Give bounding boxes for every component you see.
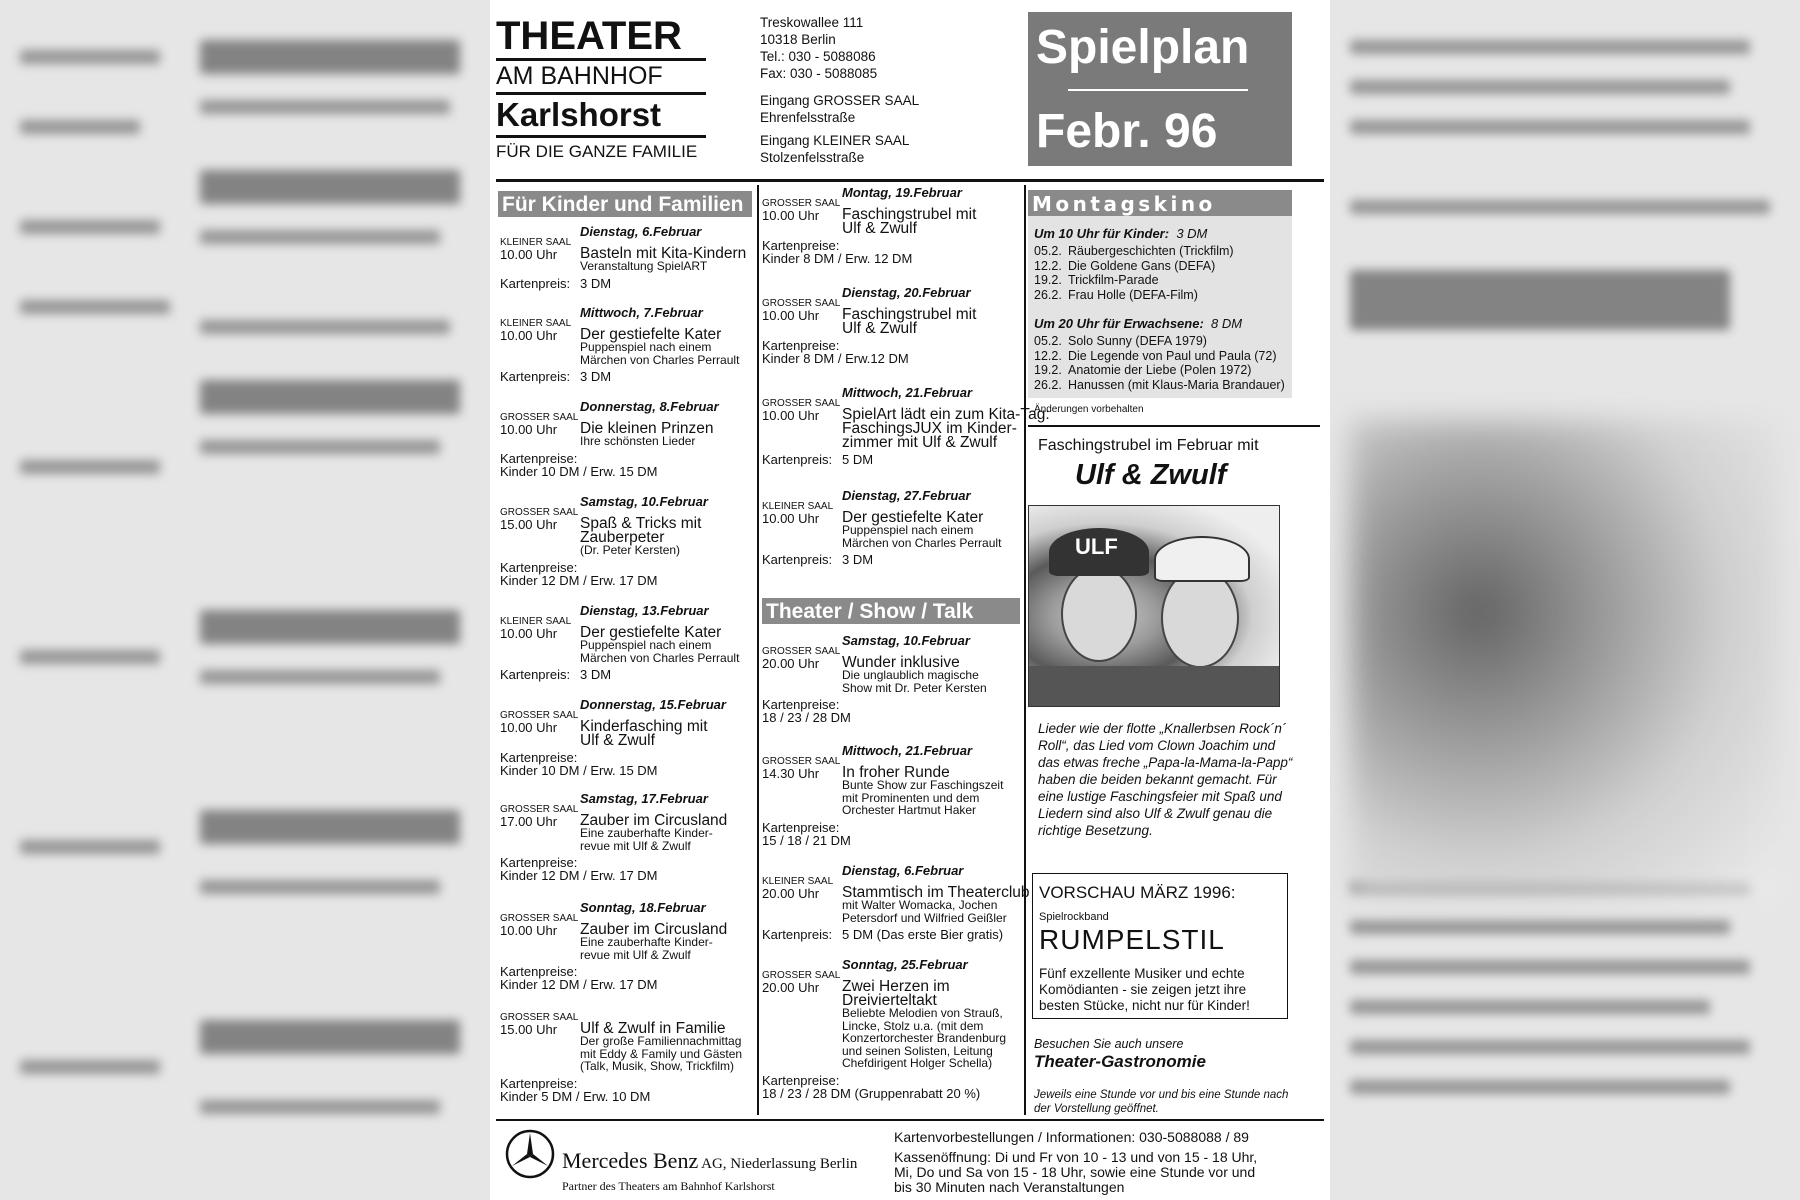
kids-event-day: Dienstag, 13.Februar: [580, 603, 709, 618]
theater-event-price-label: Kartenpreise:: [762, 819, 840, 835]
mid-event-price: 5 DM: [842, 452, 874, 467]
mid-event-price: Kinder 8 DM / Erw. 12 DM: [762, 251, 913, 266]
mid-event-title: Faschingstrubel mit: [842, 206, 977, 223]
kids-event-subtitle: Der große Familiennachmittag: [580, 1034, 742, 1048]
kids-event-price-label: Kartenpreis:: [500, 369, 571, 384]
kids-event-time: 10.00 Uhr: [500, 247, 558, 262]
kids-event-subtitle: (Talk, Musik, Show, Trickfilm): [580, 1059, 735, 1073]
kids-event-day: Donnerstag, 15.Februar: [580, 697, 726, 712]
kids-event-hall: GROSSER SAAL: [500, 913, 579, 924]
entrance-small-street: Stolzenfelsstraße: [760, 150, 865, 165]
theater-event-subtitle: Beliebte Melodien von Strauß,: [842, 1006, 1003, 1020]
kids-event-title: Zauber im Circusland: [580, 921, 728, 938]
mid-event-hall: GROSSER SAAL: [762, 198, 841, 209]
kids-event-title: Zauberpeter: [580, 529, 665, 546]
kids-event-price-label: Kartenpreise:: [500, 1075, 578, 1091]
theater-event-time: 20.00 Uhr: [762, 886, 820, 901]
kids-event-day: Donnerstag, 8.Februar: [580, 399, 719, 414]
kids-event-price: Kinder 12 DM / Erw. 17 DM: [500, 572, 658, 588]
kino-adults-item-date: 05.2.: [1034, 334, 1062, 348]
theater-event-subtitle: Petersdorf und Wilfried Geißler: [842, 910, 1007, 925]
theater-event-price-label: Kartenpreis:: [762, 927, 833, 942]
mid-event-price-label: Kartenpreise:: [762, 338, 840, 353]
sponsor-branch: AG, Niederlassung Berlin: [698, 1156, 858, 1172]
mid-event-day: Montag, 19.Februar: [842, 185, 962, 200]
kids-event-title: Spaß & Tricks mit: [580, 515, 702, 532]
photo-clothing: [1029, 666, 1279, 706]
gastro-note: Jeweils eine Stunde vor und bis eine Stunde nach der Vorstellung geöffnet.: [1034, 1089, 1289, 1115]
column-rule-2: [1024, 185, 1026, 1115]
entrance-small-hall: Eingang KLEINER SAAL: [760, 133, 910, 148]
face-right: [1161, 568, 1239, 668]
spielplan-title: Spielplan: [1036, 21, 1250, 74]
kino-adults-header-text: Um 20 Uhr für Erwachsene:: [1034, 316, 1204, 331]
kino-note: Änderungen vorbehalten: [1034, 404, 1144, 415]
kids-event-title: Der gestiefelte Kater: [580, 326, 722, 343]
program-page: [490, 0, 1330, 1200]
entrance-big-hall: Eingang GROSSER SAAL: [760, 93, 920, 108]
theater-event-day: Samstag, 10.Februar: [842, 633, 970, 648]
kids-event-price: Kinder 10 DM / Erw. 15 DM: [500, 463, 658, 479]
kids-event-time: 10.00 Uhr: [500, 422, 558, 437]
mid-event-hall: GROSSER SAAL: [762, 398, 841, 409]
kids-event-time: 10.00 Uhr: [500, 720, 558, 735]
sponsor-line: [562, 1150, 857, 1172]
theater-event-time: 14.30 Uhr: [762, 766, 820, 781]
kids-event-hall: GROSSER SAAL: [500, 1012, 579, 1023]
kids-event-title: Kinderfasching mit: [580, 718, 708, 735]
kids-event-hall: GROSSER SAAL: [500, 710, 579, 721]
mid-event-hall: GROSSER SAAL: [762, 298, 841, 309]
kids-event-hall: KLEINER SAAL: [500, 616, 572, 627]
theater-event-time: 20.00 Uhr: [762, 980, 820, 995]
kino-kids-item-title: Die Goldene Gans (DEFA): [1068, 258, 1216, 273]
kino-adults-item-title: Solo Sunny (DEFA 1979): [1068, 334, 1207, 348]
kino-heading: Montagskino: [1028, 190, 1292, 216]
mid-event-subtitle: Märchen von Charles Perrault: [842, 535, 1002, 550]
mid-event-title: Faschingstrubel mit: [842, 306, 977, 323]
kids-event-subtitle: Puppenspiel nach einem: [580, 340, 712, 354]
mid-event-subtitle: Puppenspiel nach einem: [842, 523, 974, 537]
kids-event-hall: KLEINER SAAL: [500, 237, 572, 248]
spielplan-month: Febr. 96: [1036, 105, 1218, 158]
face-left: [1061, 566, 1137, 662]
kids-event-price: 3 DM: [580, 275, 612, 291]
kino-adults-item-title: Die Legende von Paul und Paula (72): [1068, 348, 1277, 363]
mid-event-time: 10.00 Uhr: [762, 208, 820, 223]
theater-event-hall: GROSSER SAAL: [762, 646, 841, 657]
kids-event-hall: GROSSER SAAL: [500, 412, 579, 423]
mid-event-price: Kinder 8 DM / Erw.12 DM: [762, 351, 909, 366]
theater-event-subtitle: Chefdirigent Holger Schella): [842, 1056, 993, 1070]
kino-kids-header-text: Um 10 Uhr für Kinder:: [1034, 226, 1170, 241]
kids-event-subtitle: Veranstaltung SpielART: [580, 259, 708, 273]
kids-event-subtitle: Ihre schönsten Lieder: [580, 434, 696, 448]
theater-event-subtitle: Bunte Show zur Faschingszeit: [842, 778, 1004, 792]
kids-event-title: Basteln mit Kita-Kindern: [580, 245, 747, 262]
theater-event-title: In froher Runde: [842, 764, 950, 781]
kids-event-time: 17.00 Uhr: [500, 814, 558, 829]
theater-event-subtitle: Show mit Dr. Peter Kersten: [842, 680, 987, 695]
cap-right: [1154, 536, 1250, 582]
sponsor-sub: Partner des Theaters am Bahnhof Karlshorst: [562, 1179, 775, 1193]
kids-event-price-label: Kartenpreise:: [500, 559, 578, 575]
kino-adults-item-title: Hanussen (mit Klaus-Maria Brandauer): [1068, 377, 1285, 392]
mid-event-price: 3 DM: [842, 552, 874, 567]
kids-event-title: Der gestiefelte Kater: [580, 624, 722, 641]
kino-kids-item-date: 19.2.: [1034, 273, 1062, 287]
kids-event-hall: GROSSER SAAL: [500, 804, 579, 815]
promo-line1: Faschingstrubel im Februar mit: [1038, 437, 1259, 454]
mid-event-day: Dienstag, 20.Februar: [842, 285, 971, 300]
hours-line-3: bis 30 Minuten nach Veranstaltungen: [894, 1179, 1125, 1195]
kids-event-time: 10.00 Uhr: [500, 626, 558, 641]
kids-event-subtitle: Eine zauberhafte Kinder-: [580, 935, 713, 949]
mid-event-title: Der gestiefelte Kater: [842, 509, 984, 526]
mid-event-day: Dienstag, 27.Februar: [842, 488, 971, 503]
mid-event-time: 10.00 Uhr: [762, 308, 820, 323]
kids-event-price: Kinder 12 DM / Erw. 17 DM: [500, 977, 658, 992]
blurred-background-right: [1330, 0, 1800, 1200]
tickets-line: Kartenvorbestellungen / Informationen: 030-5088088 / 89: [894, 1129, 1249, 1145]
theater-event-subtitle: mit Prominenten und dem: [842, 790, 980, 805]
kino-adults-price: 8 DM: [1211, 316, 1243, 331]
mid-event-title: SpielArt lädt ein zum Kita-Tag:: [842, 406, 1050, 423]
theater-event-subtitle: Konzertorchester Brandenburg: [842, 1031, 1007, 1045]
kino-kids-item-date: 12.2.: [1034, 258, 1062, 273]
kids-event-hall: KLEINER SAAL: [500, 318, 572, 329]
kids-event-subtitle: Märchen von Charles Perrault: [580, 352, 740, 367]
kids-event-price: 3 DM: [580, 667, 612, 682]
preview-text: Fünf exzellente Musiker und echte Komödianten - sie zeigen jetzt ihre besten Stücke, nicht nur für Kinder!: [1039, 966, 1250, 1013]
theater-event-title: Wunder inklusive: [842, 654, 960, 671]
kino-kids-item-title: Räubergeschichten (Trickfilm): [1068, 244, 1234, 258]
theater-event-price: 5 DM (Das erste Bier gratis): [842, 927, 1004, 942]
gastro-line1: Besuchen Sie auch unsere: [1034, 1037, 1184, 1051]
theater-event-subtitle: und seinen Solisten, Leitung: [842, 1043, 993, 1058]
kids-event-day: Samstag, 17.Februar: [580, 791, 708, 806]
kids-event-price-label: Kartenpreis:: [500, 667, 571, 682]
kino-kids-item-title: Frau Holle (DEFA-Film): [1068, 287, 1198, 302]
kino-rule: [1028, 425, 1320, 427]
mid-event-title: Ulf & Zwulf: [842, 220, 917, 237]
kids-event-title: Die kleinen Prinzen: [580, 420, 714, 437]
brand-rule-2: [496, 92, 706, 95]
theater-event-subtitle: Orchester Hartmut Haker: [842, 803, 977, 817]
theater-event-subtitle: Die unglaublich magische: [842, 668, 979, 682]
kids-heading: Für Kinder und Familien: [498, 191, 752, 217]
kids-event-price-label: Kartenpreise:: [500, 450, 578, 466]
brand-am-bahnhof: AM BAHNHOF: [496, 62, 663, 90]
mid-event-hall: KLEINER SAAL: [762, 501, 834, 512]
theater-event-subtitle: mit Walter Womacka, Jochen: [842, 898, 998, 912]
brand-rule-3: [496, 135, 706, 138]
theater-event-time: 20.00 Uhr: [762, 656, 820, 671]
kids-event-price: Kinder 12 DM / Erw. 17 DM: [500, 868, 658, 883]
promo-description: Lieder wie der flotte „Knallerbsen Rock´n´ Roll“, das Lied vom Clown Joachim und das etwas freche „Papa-la-Mama-la-Papp“ haben die beiden bekannt gemacht. Für eine lustige Faschingsfeier mit Spaß und Liedern sind also Ulf & Zwulf genau die richtige Besetzung.: [1038, 721, 1293, 838]
kids-event-subtitle: Eine zauberhafte Kinder-: [580, 826, 713, 840]
kids-event-time: 10.00 Uhr: [500, 923, 558, 938]
mid-event-price-label: Kartenpreis:: [762, 452, 833, 467]
theater-event-subtitle: Lincke, Stolz u.a. (mit dem: [842, 1018, 984, 1033]
kids-event-price-label: Kartenpreise:: [500, 855, 578, 870]
kids-event-day: Sonntag, 18.Februar: [580, 900, 706, 915]
mid-event-title: Ulf & Zwulf: [842, 320, 917, 337]
kids-event-day: Samstag, 10.Februar: [580, 494, 708, 509]
kino-kids-price: 3 DM: [1176, 226, 1208, 241]
address-fax: Fax: 030 - 5088085: [760, 66, 878, 81]
sponsor-brand: Mercedes Benz: [562, 1148, 699, 1173]
brand-rule-1: [496, 58, 706, 61]
brand-theater: THEATER: [496, 14, 682, 58]
kids-event-price: Kinder 5 DM / Erw. 10 DM: [500, 1088, 651, 1104]
kino-kids-header: [1034, 227, 1207, 240]
mid-event-title: zimmer mit Ulf & Zwulf: [842, 434, 997, 451]
kids-event-subtitle: Märchen von Charles Perrault: [580, 650, 740, 665]
kids-event-title: Ulf & Zwulf in Familie: [580, 1020, 726, 1037]
theater-event-price: 18 / 23 / 28 DM: [762, 710, 851, 725]
theater-event-title: Zwei Herzen im: [842, 978, 950, 995]
theater-event-day: Sonntag, 25.Februar: [842, 957, 968, 972]
theater-heading: Theater / Show / Talk: [762, 598, 1020, 624]
preview-box: [1032, 873, 1288, 1019]
kino-kids-item-title: Trickfilm-Parade: [1068, 273, 1159, 287]
hours-line-2: Mi, Do und Sa von 15 - 18 Uhr, sowie eine Stunde vor und: [894, 1164, 1256, 1180]
kids-event-hall: GROSSER SAAL: [500, 507, 579, 518]
theater-event-title: Stammtisch im Theaterclub: [842, 884, 1030, 901]
kids-event-day: Mittwoch, 7.Februar: [580, 305, 703, 320]
theater-event-day: Dienstag, 6.Februar: [842, 863, 964, 878]
kids-event-subtitle: Puppenspiel nach einem: [580, 638, 712, 652]
entrance-big-street: Ehrenfelsstraße: [760, 110, 856, 125]
hours-line-1: Kassenöffnung: Di und Fr von 10 - 13 und von 15 - 18 Uhr,: [894, 1149, 1258, 1165]
address-street: Treskowallee 111: [760, 15, 864, 30]
mid-event-price-label: Kartenpreis:: [762, 552, 833, 567]
kino-kids-item-date: 26.2.: [1034, 287, 1062, 302]
kids-event-time: 15.00 Uhr: [500, 1022, 558, 1037]
preview-sub: Spielrockband: [1039, 911, 1109, 923]
theater-event-price: 18 / 23 / 28 DM (Gruppenrabatt 20 %): [762, 1085, 981, 1101]
kids-event-subtitle: mit Eddy & Family und Gästen: [580, 1046, 743, 1061]
mid-event-title: FaschingsJUX im Kinder-: [842, 420, 1017, 437]
kino-adults-item-date: 26.2.: [1034, 377, 1062, 392]
column-rule-1: [757, 185, 759, 1115]
mid-event-price-label: Kartenpreise:: [762, 238, 840, 253]
kino-adults-item-date: 12.2.: [1034, 348, 1062, 363]
gastro-line2: Theater-Gastronomie: [1034, 1052, 1206, 1071]
kids-event-day: Dienstag, 6.Februar: [580, 224, 702, 239]
spielplan-rule: [1068, 89, 1248, 91]
cap-text: ULF: [1075, 534, 1118, 559]
mid-event-time: 10.00 Uhr: [762, 511, 820, 526]
theater-event-title: Dreivierteltakt: [842, 992, 937, 1009]
kids-event-price-label: Kartenpreise:: [500, 750, 578, 765]
theater-event-price-label: Kartenpreise:: [762, 697, 840, 712]
ulf-zwulf-photo: [1028, 505, 1280, 707]
theater-event-hall: KLEINER SAAL: [762, 876, 834, 887]
kids-event-time: 15.00 Uhr: [500, 517, 558, 532]
preview-head: VORSCHAU MÄRZ 1996:: [1039, 883, 1236, 902]
address-city: 10318 Berlin: [760, 32, 836, 47]
kino-kids-item-date: 05.2.: [1034, 244, 1062, 258]
kids-event-price-label: Kartenpreis:: [500, 275, 571, 291]
mercedes-star-icon: [504, 1128, 556, 1180]
theater-event-hall: GROSSER SAAL: [762, 970, 841, 981]
mid-event-time: 10.00 Uhr: [762, 408, 820, 423]
spielplan-box: [1028, 12, 1292, 166]
blurred-background-left: [0, 0, 490, 1200]
theater-event-price-label: Kartenpreise:: [762, 1072, 840, 1088]
address-phone: Tel.: 030 - 5088086: [760, 49, 876, 64]
kids-event-title: Ulf & Zwulf: [580, 732, 655, 749]
address-block: [760, 14, 1000, 166]
kino-adults-header: [1034, 317, 1242, 330]
kids-event-subtitle: revue mit Ulf & Zwulf: [580, 947, 691, 962]
theater-event-price: 15 / 18 / 21 DM: [762, 832, 851, 848]
theater-event-day: Mittwoch, 21.Februar: [842, 743, 973, 758]
kids-event-subtitle: revue mit Ulf & Zwulf: [580, 838, 691, 853]
kids-event-time: 10.00 Uhr: [500, 328, 558, 343]
header-rule: [496, 179, 1324, 182]
brand-tagline: FÜR DIE GANZE FAMILIE: [496, 142, 698, 161]
kids-event-price: 3 DM: [580, 369, 612, 384]
kids-event-subtitle: (Dr. Peter Kersten): [580, 543, 681, 557]
kids-event-title: Zauber im Circusland: [580, 812, 728, 829]
preview-band: RUMPELSTIL: [1039, 924, 1225, 955]
brand-karlshorst: Karlshorst: [496, 96, 662, 133]
kids-event-price-label: Kartenpreise:: [500, 964, 578, 979]
theater-event-hall: GROSSER SAAL: [762, 756, 841, 767]
kids-event-price: Kinder 10 DM / Erw. 15 DM: [500, 763, 658, 778]
kino-adults-item-title: Anatomie der Liebe (Polen 1972): [1068, 363, 1252, 377]
kino-adults-item-date: 19.2.: [1034, 363, 1062, 377]
mid-event-day: Mittwoch, 21.Februar: [842, 385, 973, 400]
promo-line2: Ulf & Zwulf: [1075, 459, 1227, 491]
footer-rule: [496, 1119, 1324, 1121]
